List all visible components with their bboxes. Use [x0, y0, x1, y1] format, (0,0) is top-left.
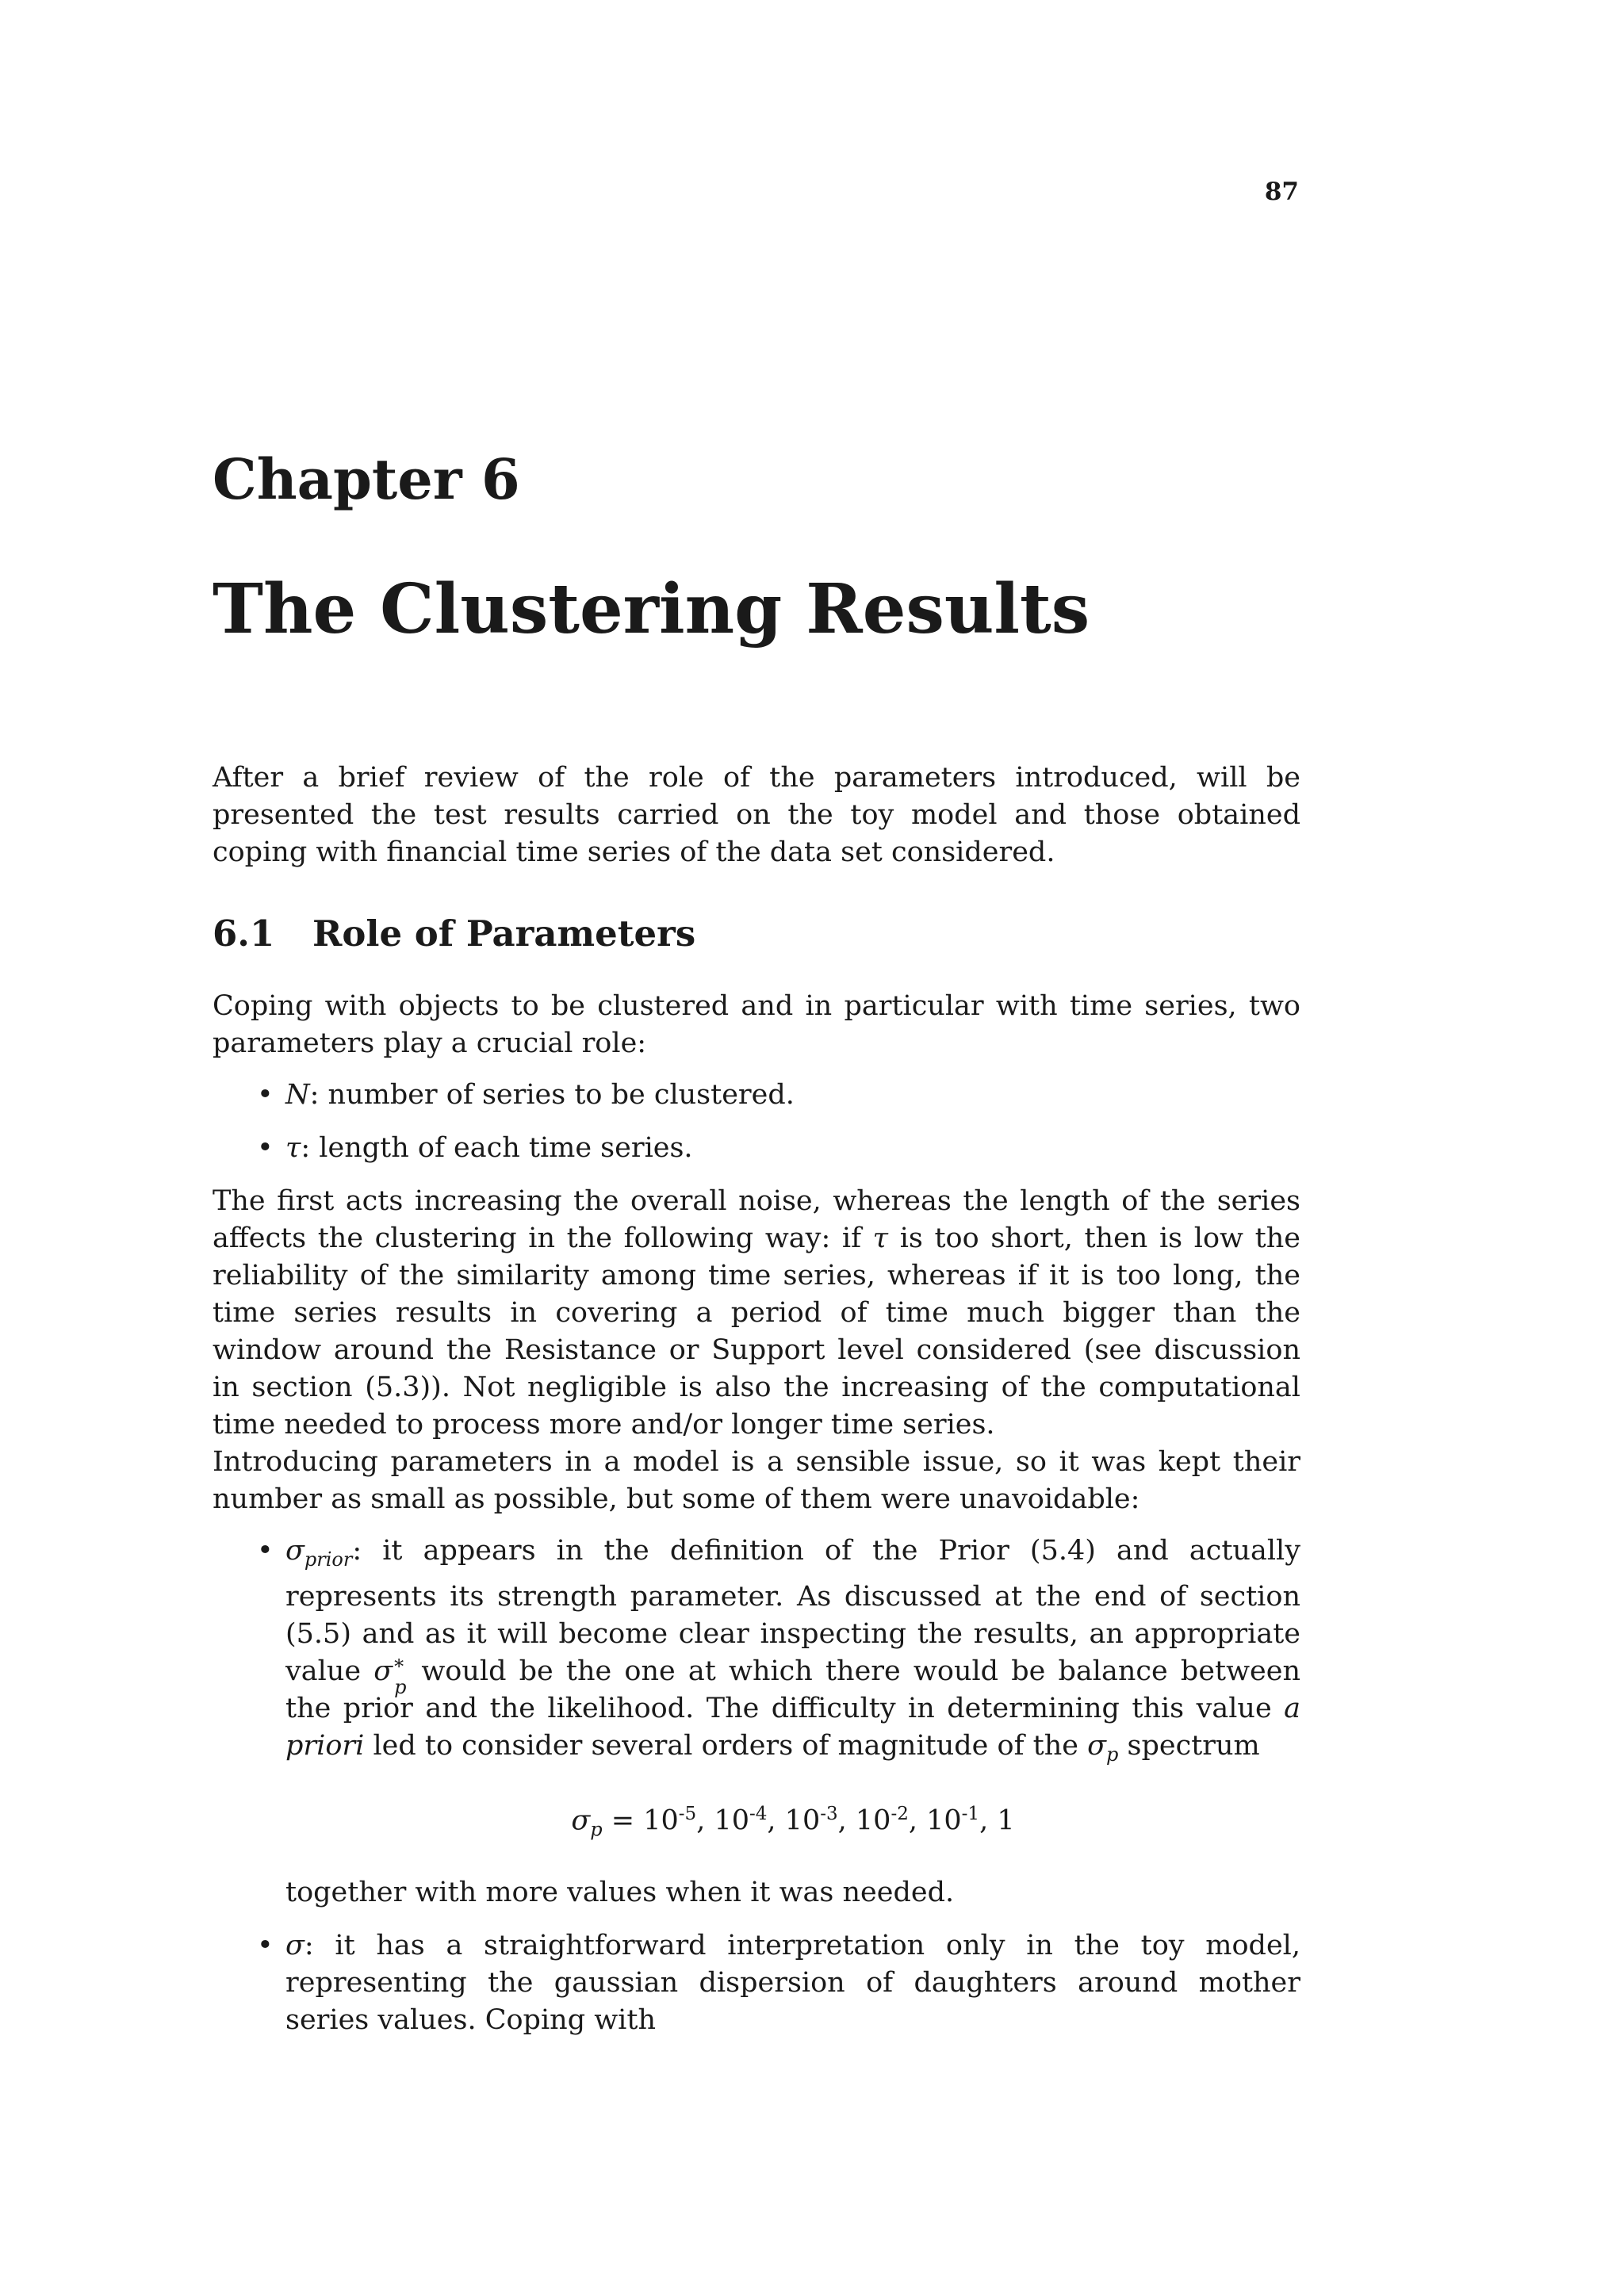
- unavoidable-parameter-list: [213, 1533, 1300, 2039]
- sigma-equation: $\sigma_p = 10^{-5}$, $10^{-4}$, $10^{-3}$, $10^{-2}$, $10^{-1}$, 1: [571, 1804, 1015, 1841]
- bullet-icon: •: [257, 1535, 274, 1567]
- after-equation-text: together with more values when it was needed.: [285, 1876, 955, 1908]
- bullet-icon: •: [257, 1929, 274, 1961]
- body-paragraph: Introducing parameters in a model is a sensible issue, so it was kept their number as small as possible, but some of them were unavoidable:: [213, 1446, 1300, 1515]
- param-text: : length of each time series.: [301, 1132, 693, 1164]
- bullet-icon: •: [257, 1132, 274, 1164]
- chapter-label: Chapter 6: [213, 446, 520, 512]
- param-symbol: N: [285, 1079, 310, 1111]
- parameter-list: [213, 1077, 1300, 1167]
- intro-paragraph: After a brief review of the role of the parameters introduced, will be presented the test results carried on the toy model and those obtained coping with financial time series of the data set considered.: [213, 762, 1300, 868]
- param-text: : number of series to be clustered.: [309, 1079, 795, 1111]
- list-item: [213, 1077, 1300, 1114]
- page-number: 87: [1264, 178, 1299, 206]
- bullet-icon: •: [257, 1079, 274, 1111]
- param-symbol: τ: [285, 1132, 301, 1164]
- list-item-sigma-prior: • $\sigma_{prior}$: it appears in the definition of the Prior (5.4) and actually represents its strength parameter. As discussed at the end of section (5.5) and as it will become clear inspecting the results, an appropriate value σ * p would be the one at which there would be balance between the prior and the likelihood. The difficulty in determining this value a priori led to consider several orders of magnitude of the $\sigma_p$ spectrum $\sigma_p = 10^{-5}$, $10^{-4}$, $10^{-3}$, $10^{-2}$, $10^{-1}$, 1 together with more values when it was needed.: [213, 1533, 1300, 1911]
- list-item-sigma: • σ: it has a straightforward interpretation only in the toy model, representing the gaussian dispersion of daughters around mother series values. Coping with: [213, 1927, 1300, 2039]
- chapter-title: The Clustering Results: [213, 569, 1090, 649]
- section-number: 6.1: [213, 913, 275, 955]
- section-heading: [213, 913, 1300, 955]
- list-item: [213, 1130, 1300, 1167]
- section-title: Role of Parameters: [312, 913, 696, 955]
- page-body: [213, 760, 1300, 2055]
- section-lead-paragraph: Coping with objects to be clustered and in particular with time series, two parameters play a crucial role:: [213, 990, 1300, 1059]
- body-paragraph: The first acts increasing the overall noise, whereas the length of the series affects the clustering in the following way: if τ is too short, then is low the reliability of the similarity among time series, whereas if it is too long, the time series results in covering a period of time much bigger than the window around the Resistance or Support level considered (see discussion in section (5.3)). Not negligible is also the increasing of the computational time needed to process more and/or longer time series.: [213, 1185, 1300, 1441]
